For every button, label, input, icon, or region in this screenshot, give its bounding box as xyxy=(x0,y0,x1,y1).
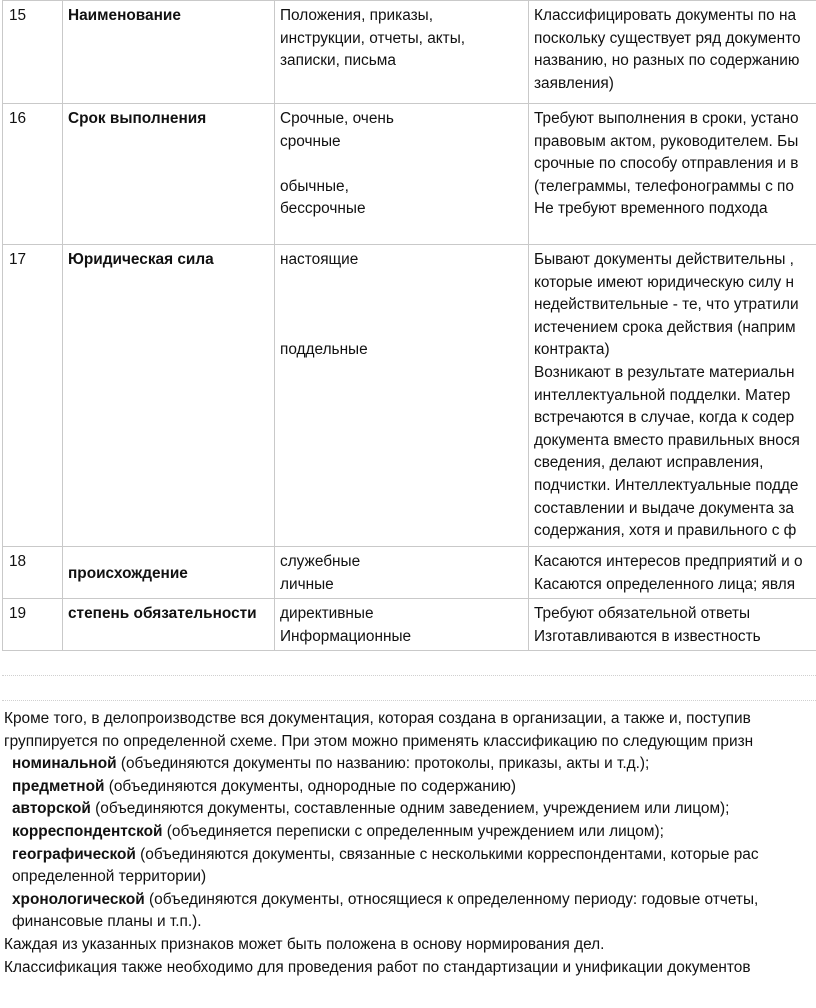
classification-table xyxy=(2,0,816,651)
cell-line: встречаются в случае, когда к содер xyxy=(534,409,795,427)
cell-line: правовым актом, руководителем. Бы xyxy=(534,132,799,150)
cell-line: поддельные xyxy=(280,341,368,359)
term-description: (объединяются документы, составленные одним заведением, учреждением или лицом); xyxy=(90,800,730,818)
cell-line: контракта) xyxy=(534,341,610,359)
list-item xyxy=(4,798,816,821)
types-cell xyxy=(275,245,529,547)
list-item xyxy=(4,844,816,867)
term: номинальной xyxy=(12,755,117,773)
cell-line: подчистки. Интеллектуальные подде xyxy=(534,476,799,494)
list-item xyxy=(4,889,816,912)
divider xyxy=(2,700,816,701)
row-number: 17 xyxy=(3,245,63,547)
spacer xyxy=(280,272,524,340)
cell-line: личные xyxy=(280,575,334,593)
cell-line: которые имеют юридическую силу н xyxy=(534,273,795,291)
cell-line: Изготавливаются в известность xyxy=(534,627,761,645)
cell-line: (телеграммы, телефонограммы с по xyxy=(534,177,794,195)
feature-cell: степень обязательности xyxy=(63,599,275,651)
cell-line: Срочные, очень xyxy=(280,110,394,127)
table-row xyxy=(3,245,816,547)
term: географической xyxy=(12,845,136,863)
list-item-continuation: финансовые планы и т.п.). xyxy=(12,913,202,931)
row-number: 18 xyxy=(3,547,63,599)
divider xyxy=(2,675,816,676)
description-cell xyxy=(529,1,816,104)
feature-cell: Наименование xyxy=(63,1,275,104)
cell-line: поскольку существует ряд документо xyxy=(534,29,801,47)
cell-line: срочные xyxy=(280,132,341,150)
feature-cell: Юридическая сила xyxy=(63,245,275,547)
cell-line: недействительные - те, что утратили xyxy=(534,296,799,314)
term-description: (объединяются документы по названию: протоколы, приказы, акты и т.д.); xyxy=(116,755,650,773)
cell-line: содержания, хотя и правильного с ф xyxy=(534,522,797,540)
cell-line: названию, но разных по содержанию xyxy=(534,52,800,70)
paragraph-line: Каждая из указанных признаков может быть положена в основу нормирования дел. xyxy=(4,935,605,953)
cell-line: сведения, делают исправления, xyxy=(534,454,764,472)
table-row xyxy=(3,1,816,104)
term: авторской xyxy=(12,800,91,818)
paragraph-line: группируется по определенной схеме. При этом можно применять классификацию по следующим призн xyxy=(4,732,754,750)
paragraph-line: Классификация также необходимо для проведения работ по стандартизации и унификации документов xyxy=(4,958,751,976)
list-item xyxy=(4,821,816,844)
term-description: (объединяются документы, связанные с несколькими корреспондентами, которые рас xyxy=(135,845,759,863)
cell-line: Классифицировать документы по на xyxy=(534,7,797,24)
cell-line: записки, письма xyxy=(280,52,396,70)
row-number: 16 xyxy=(3,104,63,245)
row-number: 15 xyxy=(3,1,63,104)
cell-line: интеллектуальной подделки. Матер xyxy=(534,386,791,404)
cell-line: обычные, xyxy=(280,177,349,195)
types-cell xyxy=(275,104,529,245)
cell-line: служебные xyxy=(280,553,361,570)
cell-line: Возникают в результате материальн xyxy=(534,363,795,381)
list-item xyxy=(4,776,816,799)
row-number: 19 xyxy=(3,599,63,651)
cell-line: документа вместо правильных внося xyxy=(534,431,800,449)
list-item xyxy=(4,753,816,776)
spacer xyxy=(280,153,524,176)
cell-line: заявления) xyxy=(534,74,614,92)
cell-line: инструкции, отчеты, акты, xyxy=(280,29,466,47)
description-cell xyxy=(529,245,816,547)
term-description: (объединяются документы, относящиеся к определенному периоду: годовые отчеты, xyxy=(144,890,759,908)
cell-line: срочные по способу отправления и в xyxy=(534,155,799,173)
cell-line: составлении и выдаче документа за xyxy=(534,499,794,517)
list-item-continuation: определенной территории) xyxy=(12,868,207,886)
description-cell xyxy=(529,547,816,599)
term-description: (объединяются документы, однородные по содержанию) xyxy=(104,777,517,795)
types-cell xyxy=(275,547,529,599)
types-cell xyxy=(275,1,529,104)
paragraph-line: Кроме того, в делопроизводстве вся документация, которая создана в организации, а также и, поступив xyxy=(4,710,751,727)
cell-line: Не требуют временного подхода xyxy=(534,200,768,218)
cell-line: директивные xyxy=(280,605,374,622)
cell-line: Бывают документы действительны , xyxy=(534,251,794,268)
cell-line: Касаются определенного лица; явля xyxy=(534,575,796,593)
term-description: (объединяется переписки с определенным учреждением или лицом); xyxy=(162,822,664,840)
cell-line: бессрочные xyxy=(280,200,366,218)
table-row xyxy=(3,547,816,599)
classification-paragraph xyxy=(4,708,816,979)
cell-line: истечением срока действия (наприм xyxy=(534,318,796,336)
cell-line: Положения, приказы, xyxy=(280,7,434,24)
types-cell xyxy=(275,599,529,651)
table-row xyxy=(3,599,816,651)
cell-line: настоящие xyxy=(280,251,359,268)
description-cell xyxy=(529,104,816,245)
term: хронологической xyxy=(12,890,145,908)
table-row xyxy=(3,104,816,245)
cell-line: Касаются интересов предприятий и о xyxy=(534,553,803,570)
cell-line: Требуют обязательной ответы xyxy=(534,605,751,622)
feature-cell: происхождение xyxy=(63,547,275,599)
cell-line: Требуют выполнения в сроки, устано xyxy=(534,110,799,127)
description-cell xyxy=(529,599,816,651)
term: предметной xyxy=(12,777,105,795)
term: корреспондентской xyxy=(12,822,163,840)
feature-cell: Срок выполнения xyxy=(63,104,275,245)
cell-line: Информационные xyxy=(280,627,412,645)
